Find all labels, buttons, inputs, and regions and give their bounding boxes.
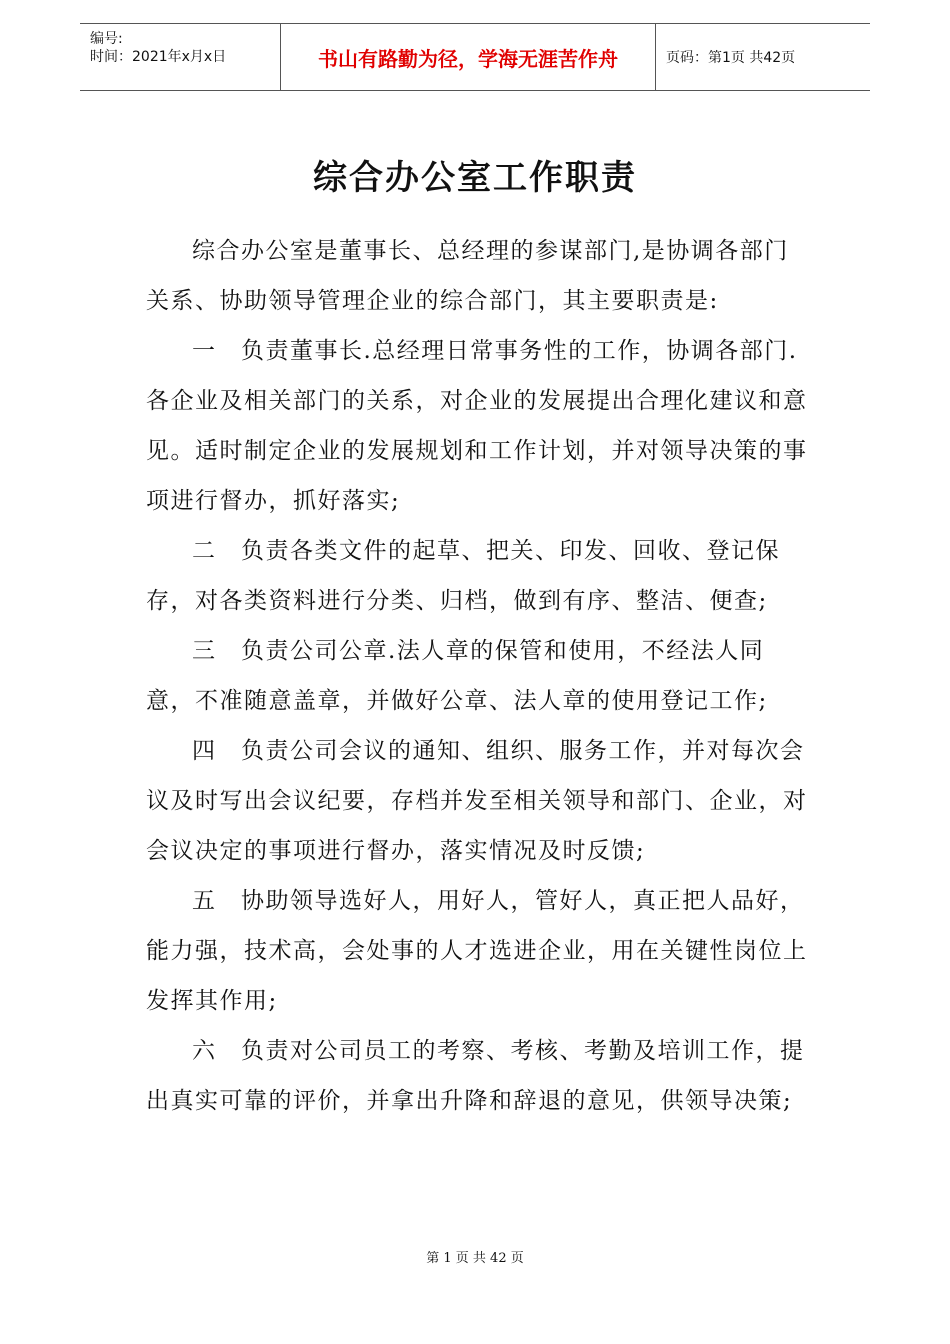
intro-paragraph: 综合办公室是董事长、总经理的参谋部门,是协调各部门关系、协助领导管理企业的综合部门，其主要职责是: (146, 238, 789, 314)
duty-paragraph-6: 六 负责对公司员工的考察、考核、考勤及培训工作，提出真实可靠的评价，并拿出升降和辞退的意见，供领导决策; (146, 1038, 805, 1114)
header-motto: 书山有路勤为径，学海无涯苦作舟 (281, 24, 656, 90)
duty-paragraph-1: 一 负责董事长.总经理日常事务性的工作，协调各部门.各企业及相关部门的关系，对企业的发展提出合理化建议和意见。适时制定企业的发展规划和工作计划，并对领导决策的事项进行督办，抓好落实; (146, 338, 808, 514)
page-footer: 第 1 页 共 42 页 (426, 1251, 524, 1266)
header-page-info: 页码：第1页 共42页 (666, 50, 796, 66)
duty-paragraph-5: 五 协助领导选好人，用好人，管好人，真正把人品好，能力强，技术高，会处事的人才选进企业，用在关键性岗位上发挥其作用; (146, 888, 808, 1014)
duty-paragraph-2: 二 负责各类文件的起草、把关、印发、回收、登记保存，对各类资料进行分类、归档，做到有序、整洁、便查; (146, 538, 780, 614)
document-title: 综合办公室工作职责 (313, 158, 637, 198)
document-number-label: 编号: (90, 31, 123, 47)
duty-paragraph-3: 三 负责公司公章.法人章的保管和使用，不经法人同意，不准随意盖章，并做好公章、法人章的使用登记工作; (146, 638, 768, 714)
document-date: 时间：2021年x月x日 (90, 49, 227, 65)
header-meta (80, 24, 281, 90)
page-header (80, 23, 870, 91)
document-body (146, 226, 810, 1126)
duty-paragraph-4: 四 负责公司会议的通知、组织、服务工作，并对每次会议及时写出会议纪要，存档并发至相关领导和部门、企业，对会议决定的事项进行督办，落实情况及时反馈; (146, 738, 808, 864)
